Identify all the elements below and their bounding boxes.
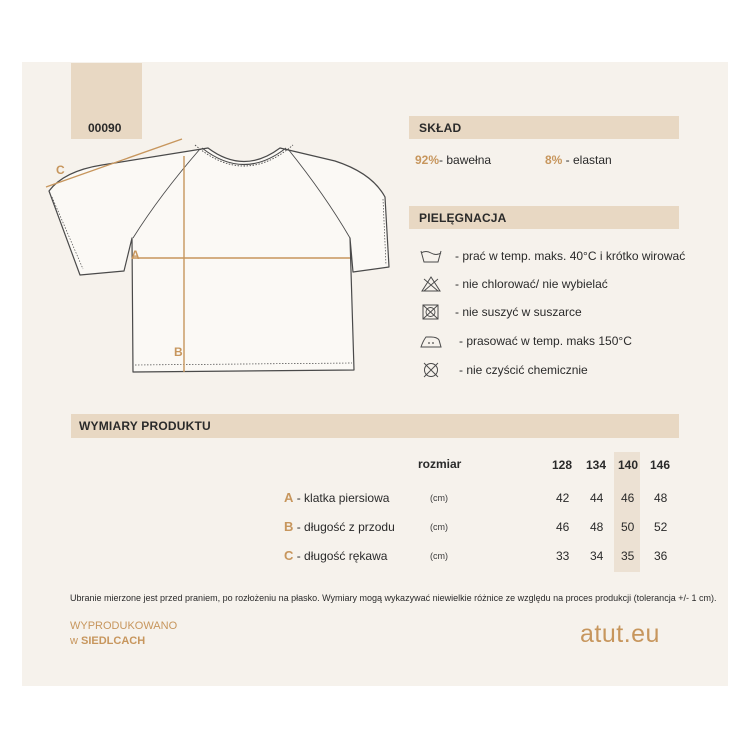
composition-title: SKŁAD [419, 121, 462, 135]
dimension-row-a [284, 490, 389, 505]
care-title: PIELĘGNACJA [419, 211, 507, 225]
row-letter-b: B [284, 519, 294, 534]
care-text-wash: - prać w temp. maks. 40°C i krótko wirować [455, 249, 686, 263]
cell-c-134: 34 [590, 549, 604, 563]
cell-b-134: 48 [590, 520, 604, 534]
row-name-b: - długość z przodu [293, 520, 395, 534]
row-name-c: - długość rękawa [293, 549, 388, 563]
care-item-iron [419, 330, 632, 352]
made-in-line2 [70, 635, 145, 647]
cotton-label: - bawełna [439, 153, 492, 167]
cell-b-128: 46 [556, 520, 570, 534]
size-label: rozmiar [418, 457, 462, 471]
no-tumble-dry-icon [419, 303, 443, 321]
made-in-line1: WYPRODUKOWANO [70, 620, 178, 632]
cell-a-128: 42 [556, 491, 570, 505]
row-name-a: - klatka piersiowa [293, 491, 390, 505]
no-bleach-icon [419, 275, 443, 293]
care-item-dryclean [419, 359, 588, 381]
cell-c-128: 33 [556, 549, 570, 563]
row-letter-a: A [284, 490, 294, 505]
care-text-dryer: - nie suszyć w suszarce [455, 305, 582, 319]
row-unit-c: (cm) [430, 551, 448, 561]
row-unit-b: (cm) [430, 522, 448, 532]
composition-item-elastane [545, 153, 612, 167]
care-item-wash [419, 245, 685, 267]
size-146: 146 [650, 458, 671, 472]
care-text-bleach: - nie chlorować/ nie wybielać [455, 277, 608, 291]
care-item-dryer [419, 301, 582, 323]
composition-item-cotton [415, 153, 491, 167]
cell-a-140: 46 [621, 491, 635, 505]
tshirt-diagram [40, 135, 400, 380]
label-a: A [131, 248, 140, 262]
elastane-label: - elastan [562, 153, 612, 167]
cell-a-146: 48 [654, 491, 668, 505]
cell-b-140: 50 [621, 520, 635, 534]
made-in-city: SIEDLCACH [81, 635, 146, 647]
label-c: C [56, 163, 65, 177]
row-letter-c: C [284, 548, 294, 563]
row-unit-a: (cm) [430, 493, 448, 503]
dimension-row-b [284, 519, 395, 534]
iron-150-icon [419, 332, 443, 350]
brand-logo: atut.eu [580, 620, 660, 648]
elastane-percent: 8% [545, 153, 563, 167]
size-128: 128 [552, 458, 573, 472]
made-in-prefix: w [70, 635, 81, 647]
dimensions-title: WYMIARY PRODUKTU [79, 419, 211, 433]
no-dry-clean-icon [419, 361, 443, 379]
tshirt-outline [49, 148, 389, 372]
cell-c-140: 35 [621, 549, 635, 563]
size-140: 140 [618, 458, 639, 472]
cell-b-146: 52 [654, 520, 668, 534]
label-b: B [174, 345, 183, 359]
wash-40-icon [419, 247, 443, 265]
size-134: 134 [586, 458, 607, 472]
cotton-percent: 92% [415, 153, 440, 167]
product-code: 00090 [88, 121, 122, 135]
dimension-row-c [284, 548, 387, 563]
care-text-iron: - prasować w temp. maks 150°C [459, 334, 632, 348]
care-text-dryclean: - nie czyścić chemicznie [459, 363, 588, 377]
care-item-bleach [419, 273, 608, 295]
cell-c-146: 36 [654, 549, 668, 563]
cell-a-134: 44 [590, 491, 604, 505]
measurement-footnote: Ubranie mierzone jest przed praniem, po rozłożeniu na płasko. Wymiary mogą wykazywać niewielkie różnice ze względu na proces produkcji (tolerancja +/- 1 cm). [70, 593, 717, 603]
